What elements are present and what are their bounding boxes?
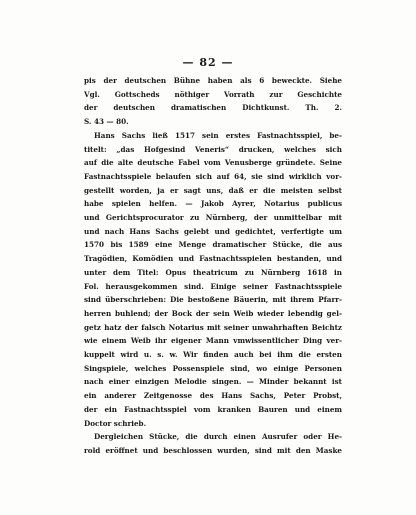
text-line: Vgl. Gottscheds nöthiger Vorrath zur Geschichte [84,89,342,99]
body-text [84,74,342,458]
text-line: der deutschen dramatischen Dichtkunst. Th. 2. [84,103,342,113]
text-line: unter dem Titel: Opus theatricum zu Nürnberg 1618 in [84,267,342,277]
text-line: 1570 bis 1589 eine Menge dramatischer Stücke, die aus [84,240,342,250]
text-line: titelt: „das Hofgesind Veneris“ drucken, welches sich [84,144,342,154]
text-line: herren buhlend; der Bock der sein Weib wieder lebendig gel- [84,308,342,318]
text-line: Fastnachtsspiele belaufen sich auf 64, sie sind wirklich vor- [84,171,342,181]
text-line: und Gerichtsprocurator zu Nürnberg, der unmittelbar mit [84,213,342,223]
text-line: Dergleichen Stücke, die durch einen Ausrufer oder He- [94,432,342,442]
text-line: ein anderer Zeitgenosse des Hans Sachs, Peter Probst, [84,391,342,401]
text-line: rold eröffnet und beschlossen wurden, sind mit den Maske [84,445,342,455]
text-line: kuppelt wird u. s. w. Wir finden auch bei ihm die ersten [84,350,342,360]
text-line: nach einer einzigen Melodie singen. — Minder bekannt ist [84,377,342,387]
text-line: wie einem Weib ihr eigener Mann vmwissentlicher Ding ver- [84,336,342,346]
text-line: gestellt worden, ja er sagt uns, daß er die meisten selbst [84,185,342,195]
text-line: pis der deutschen Bühne haben als 6 beweckte. Siehe [84,76,342,85]
text-line: Tragödien, Komödien und Fastnachtsspielen bestanden, und [84,254,342,264]
text-line: Singspiele, welches Possenspiele sind, wo einige Personen [84,363,342,373]
text-line: Doctor schrieb. [84,418,147,428]
paragraph [84,74,342,430]
text-line: der ein Fastnachtsspiel vom kranken Bauren und einem [84,404,342,414]
paragraph [84,430,342,457]
page-number: — 82 — [182,56,234,69]
text-line: sind überschrieben: Die bestoßene Bäuerin, mit ihrem Pfarr- [84,295,342,305]
text-line: Hans Sachs ließ 1517 sein erstes Fastnachtsspiel, be- [94,130,342,140]
text-line: S. 43 — 80. [84,117,129,127]
text-line: und nach Hans Sachs gelebt und gedichtet, verfertigte um [84,226,342,236]
text-line: auf die alte deutsche Fabel vom Venusberge gründete. Seine [84,158,342,168]
text-line: Fol. herausgekommen sind. Einige seiner Fastnachtsspiele [84,281,342,291]
text-line: habe spielen helfen. — Jakob Ayrer, Notarius publicus [84,199,342,209]
text-line: getz hatz der falsch Notarius mit seiner unwahrhaften Beichtz [84,322,342,332]
